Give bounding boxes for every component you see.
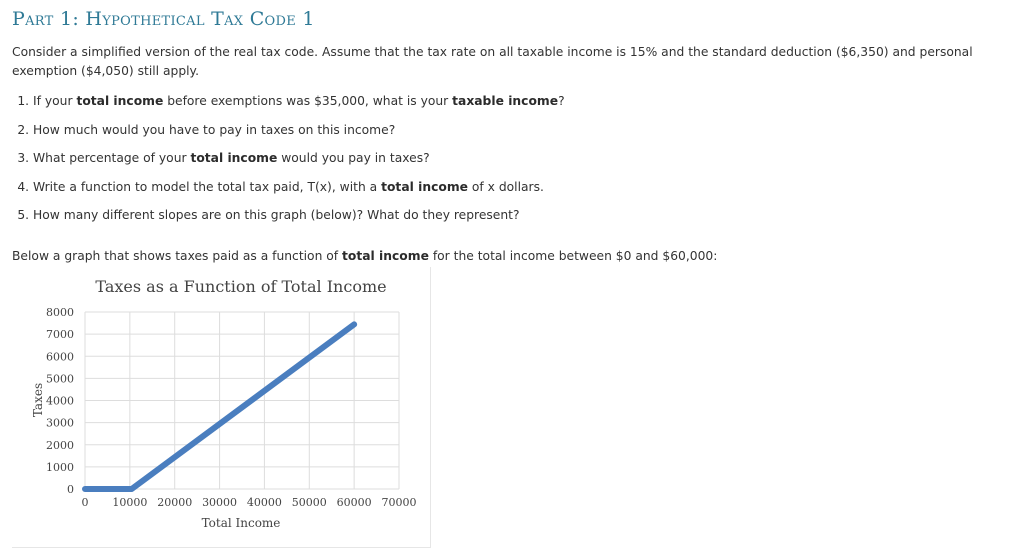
question-text: would you pay in taxes? xyxy=(277,151,430,165)
question-text: How many different slopes are on this graph (below)? What do they represent? xyxy=(33,208,520,222)
graph-intro xyxy=(12,247,717,266)
question-text: ? xyxy=(558,94,565,108)
x-tick-label: 40000 xyxy=(246,496,282,509)
x-tick-label: 70000 xyxy=(381,496,417,509)
question-item xyxy=(33,178,933,207)
question-item xyxy=(33,206,933,235)
question-text: What percentage of your xyxy=(33,151,191,165)
question-text: of x dollars. xyxy=(467,179,544,194)
y-tick-label: 5000 xyxy=(46,372,74,386)
y-axis-label: Taxes xyxy=(31,382,45,418)
question-bold-term: taxable income xyxy=(452,94,559,108)
y-tick-label: 7000 xyxy=(46,328,74,342)
intro-paragraph: Consider a simplified version of the real tax code. Assume that the tax rate on all taxable income is 15% and the standard deduction ($6,350) and personal exemption ($4,050) still apply. xyxy=(12,45,973,78)
x-tick-label: 10000 xyxy=(112,496,148,509)
question-item xyxy=(33,92,933,121)
x-axis-label: Total Income xyxy=(201,516,281,530)
chart-title: Taxes as a Function of Total Income xyxy=(95,277,387,296)
graph-intro-post: for the total income between $0 and $60,000: xyxy=(428,249,718,263)
question-text: Write a function to model the total tax paid, T(x), with a xyxy=(33,179,382,194)
question-bold-term: total income xyxy=(76,94,164,108)
question-bold-term: total income xyxy=(381,179,468,194)
tax-chart xyxy=(12,267,430,547)
question-text: before exemptions was $35,000, what is your xyxy=(163,94,453,108)
y-tick-label: 4000 xyxy=(46,394,74,408)
x-tick-label: 30000 xyxy=(202,496,238,509)
x-tick-label: 60000 xyxy=(336,496,372,509)
y-tick-label: 2000 xyxy=(46,438,74,452)
x-tick-label: 20000 xyxy=(157,496,193,509)
y-tick-label: 6000 xyxy=(46,350,74,364)
question-item xyxy=(33,149,933,178)
x-tick-label: 50000 xyxy=(291,496,327,509)
question-text: How much would you have to pay in taxes on this income? xyxy=(33,122,396,137)
page-title: Part 1: Hypothetical Tax Code 1 xyxy=(12,8,315,30)
y-tick-label: 8000 xyxy=(46,306,74,319)
y-tick-label: 0 xyxy=(67,483,74,496)
question-text: If your xyxy=(33,94,77,108)
question-bold-term: total income xyxy=(190,151,278,165)
question-list xyxy=(12,92,933,235)
chart-container xyxy=(12,267,431,548)
x-tick-label: 0 xyxy=(81,496,89,509)
y-tick-label: 1000 xyxy=(46,460,74,474)
graph-intro-bold: total income xyxy=(342,249,429,263)
graph-intro-pre: Below a graph that shows taxes paid as a function of xyxy=(12,249,343,263)
question-item xyxy=(33,121,933,150)
y-tick-label: 3000 xyxy=(46,416,74,430)
